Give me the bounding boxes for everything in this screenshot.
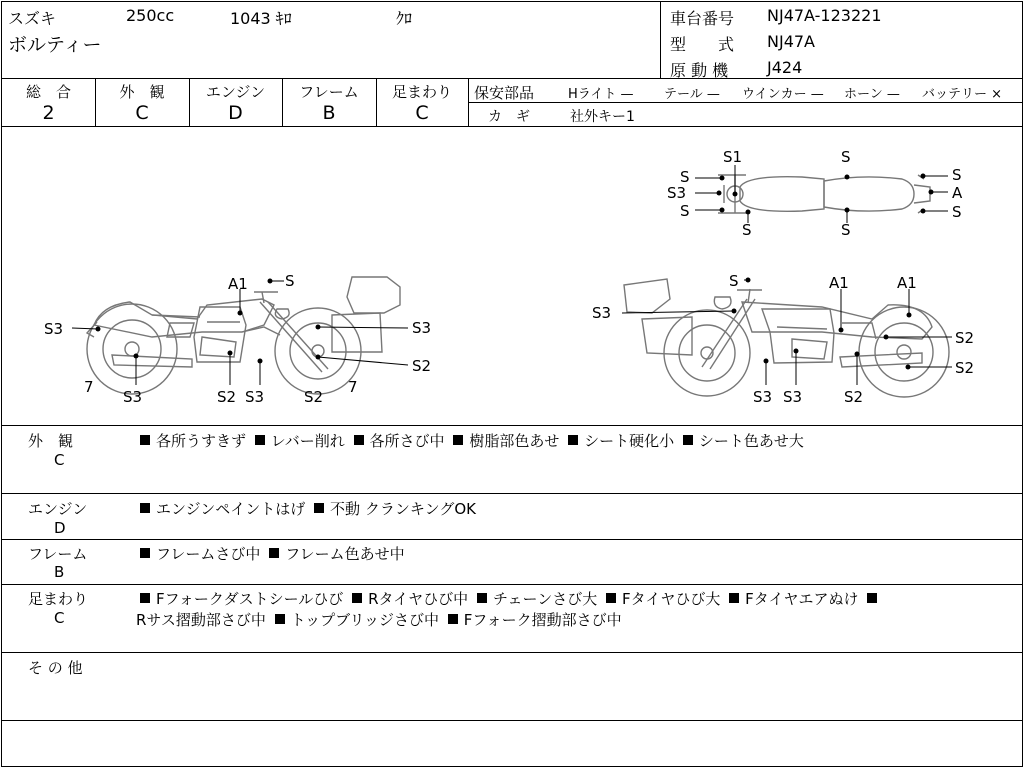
left-label: S2 [304, 388, 324, 406]
right-label: S3 [783, 388, 803, 406]
notes-suspension-label: 足まわり [28, 590, 89, 608]
notes-suspension-items-line1: Fフォークダストシールひび Rタイヤひび中 チェーンさび大 Fタイヤひび大 Fタイヤエアぬけ [136, 588, 883, 609]
top-label: S [841, 221, 851, 239]
grade-label-engine: エンジン [205, 83, 266, 101]
safety-item-battery: バッテリー × [922, 87, 1003, 102]
top-label: A [952, 184, 963, 202]
top-label: S [680, 202, 690, 220]
safety-item-winker: ウインカー — [742, 87, 824, 102]
notes-exterior-label: 外 観 [28, 432, 74, 450]
top-label: S [742, 221, 752, 239]
left-label: S2 [412, 357, 432, 375]
notes-exterior-items: 各所うすきず レバー削れ 各所さび中 樹脂部色あせ シート硬化小 シート色あせ大 [136, 430, 804, 451]
right-label: S2 [955, 359, 975, 377]
notes-engine-label: エンジン [28, 500, 88, 518]
safety-item-tail: テール — [664, 87, 720, 102]
type-value: NJ47A [767, 32, 815, 51]
grade-value-engine: D [228, 102, 243, 124]
engine-label: 原 動 機 [670, 61, 729, 80]
right-label: S2 [844, 388, 864, 406]
safety-item-horn: ホーン — [844, 87, 900, 102]
top-label: S [680, 168, 690, 186]
left-label: S3 [123, 388, 143, 406]
right-label: S3 [592, 304, 612, 322]
left-label: S2 [217, 388, 237, 406]
maker: スズキ [8, 9, 57, 28]
top-label: S3 [667, 184, 687, 202]
type-label: 型 式 [670, 35, 735, 54]
right-side-view [624, 279, 949, 397]
top-label: S [952, 166, 962, 184]
left-side-view [87, 277, 400, 394]
top-label: S1 [723, 148, 743, 166]
safety-label: 保安部品 [474, 84, 535, 102]
notes-frame-grade: B [54, 563, 65, 581]
color: ｸﾛ [396, 9, 413, 28]
left-label: S3 [412, 319, 432, 337]
right-label: S2 [955, 329, 975, 347]
left-label: 7 [84, 378, 94, 396]
grade-value-frame: B [322, 102, 336, 124]
mileage: 1043 ｷﾛ [230, 9, 292, 28]
grade-value-exterior: C [135, 102, 149, 124]
grade-label-suspension: 足まわり [391, 83, 452, 101]
model-name: ボルティー [8, 34, 102, 56]
notes-exterior-grade: C [54, 451, 65, 469]
notes-suspension-items-line2: Rサス摺動部さび中 トップブリッジさび中 Fフォーク摺動部さび中 [136, 611, 622, 629]
left-label: 7 [348, 378, 358, 396]
top-view [718, 175, 930, 213]
motorcycle-diagrams [2, 127, 1022, 425]
grade-value-overall: 2 [42, 102, 55, 124]
right-label: A1 [897, 274, 917, 292]
right-label: S [729, 272, 739, 290]
frame-no: NJ47A-123221 [767, 6, 882, 25]
right-label: A1 [829, 274, 849, 292]
grade-label-frame: フレーム [299, 83, 359, 101]
frame-no-label: 車台番号 [670, 9, 735, 28]
notes-frame-items: フレームさび中 フレーム色あせ中 [136, 543, 405, 564]
grade-label-exterior: 外 観 [119, 83, 165, 101]
top-label: S [952, 203, 962, 221]
top-label: S [841, 148, 851, 166]
key-label: カ ギ [488, 109, 530, 125]
notes-other-label: そ の 他 [28, 659, 83, 677]
notes-engine-grade: D [54, 519, 66, 537]
left-label: A1 [228, 275, 248, 293]
right-label: S3 [753, 388, 773, 406]
engine-value: J424 [767, 58, 803, 77]
notes-suspension-grade: C [54, 609, 65, 627]
key-value: 社外キー1 [570, 109, 635, 125]
left-label: S3 [245, 388, 265, 406]
notes-engine-items: エンジンペイントはげ 不動 クランキングOK [136, 498, 476, 519]
grade-value-suspension: C [415, 102, 429, 124]
left-label: S3 [44, 320, 64, 338]
inspection-sheet [1, 1, 1023, 767]
displacement: 250cc [126, 6, 175, 25]
safety-item-headlight: Hライト — [568, 87, 634, 102]
notes-frame-label: フレーム [28, 545, 88, 563]
left-label: S [285, 272, 295, 290]
grade-label-overall: 総 合 [25, 83, 71, 101]
